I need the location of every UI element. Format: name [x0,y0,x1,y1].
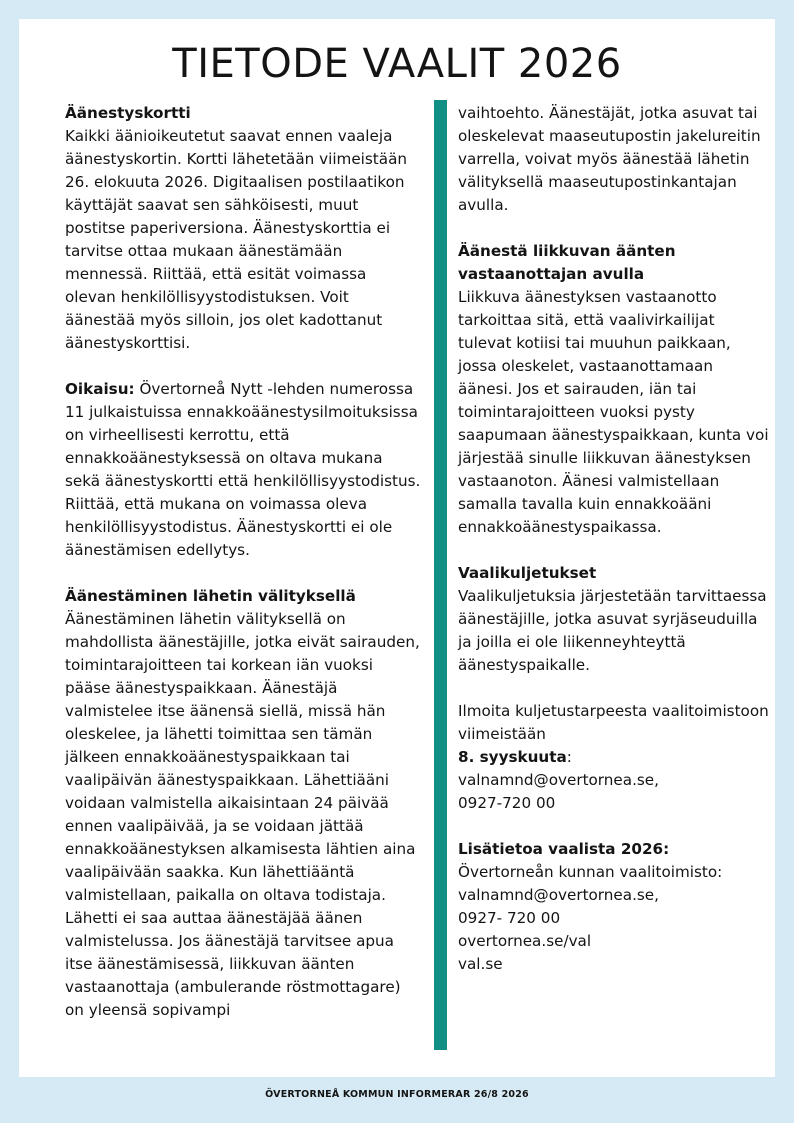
page-footer: ÖVERTORNEÅ KOMMUN INFORMERAR 26/8 2026 [265,1089,529,1100]
info-website-2: val.se [458,955,503,973]
column-divider [434,100,447,1050]
section-text-messenger-voting: Äänestäminen lähetin välityksellä on mahdollista äänestäjille, jotka eivät sairauden, toimintarajoitteen tai korkean iän vuoksi pääse äänestyspaikkaan. Äänestäjä valmistelee itse äänensä siellä, missä hän oleskelee, ja lähetti toimittaa sen tämän jälkeen ennakkoäänestyspaikkaan tai vaalipäivän äänestyspaikkaan. Lähettiääni voidaan valmistella aikaisintaan 24 päivää ennen vaalipäivää, ja se voidaan jättää ennakkoäänestyksen alkamisesta lähtien aina vaalipäivään saakka. Kun lähettiääntä valmistellaan, paikalla on oltava todistaja. Lähetti ei saa auttaa äänestäjää äänen valmistelussa. Jos äänestäjä tarvitsee apua itse äänestämisessä, liikkuvan äänten vastaanottaja (ambulerande röstmottagare) on yleensä sopivampi [65,610,420,1019]
section-text-mobile-voting: Liikkuva äänestyksen vastaanotto tarkoittaa sitä, että vaalivirkailijat tulevat kotiisi tai muuhun paikkaan, jossa oleskelet, vastaanottamaan äänesi. Jos et sairauden, iän tai toimintarajoitteen vuoksi pysty saapumaan äänestyspaikkaan, kunta voi järjestää sinulle liikkuvan äänestyksen vastaanoton. Äänesi valmistellaan samalla tavalla kuin ennakkoääni ennakkoäänestyspaikassa. [458,288,769,536]
section-text-transport: Vaalikuljetuksia järjestetään tarvittaessa äänestäjille, jotka asuvat syrjäseuduilla ja joilla ei ole liikenneyhteyttä äänestyspaikalle. [458,587,767,674]
info-email: valnamnd@overtornea.se, [458,886,659,904]
section-heading-more-info: Lisätietoa vaalista 2026: [458,840,670,858]
continued-text: vaihtoehto. Äänestäjät, jotka asuvat tai oleskelevat maaseutupostin jakelureitin varrella, voivat myös äänestää lähetin välityksellä maaseutupostinkantajan avulla. [458,104,761,214]
transport-notify-text: Ilmoita kuljetustarpeesta vaalitoimistoon viimeistään [458,702,769,743]
transport-email: valnamnd@overtornea.se, [458,771,659,789]
correction-paragraph [65,378,421,562]
transport-phone: 0927-720 00 [458,794,556,812]
page-title: TIETODE VAALIT 2026 [172,41,622,87]
info-office: Övertorneån kunnan vaalitoimisto: [458,863,723,881]
correction-text: Övertorneå Nytt -lehden numerossa 11 julkaistuissa ennakkoäänestysilmoituksissa on virheellisesti kerrottu, että ennakkoäänestyksessä on oltava mukana sekä äänestyskortti että henkilöllisyystodistus. Riittää, että mukana on voimassa oleva henkilöllisyystodistus. Äänestyskortti ei ole äänestämisen edellytys. [65,380,421,559]
transport-deadline-line [458,746,770,769]
section-text-voting-card: Kaikki äänioikeutetut saavat ennen vaaleja äänestyskortin. Kortti lähetetään viimeistään 26. elokuuta 2026. Digitaalisen postilaatikon käyttäjät saavat sen sähköisesti, muut postitse paperiversiona. Äänestyskorttia ei tarvitse ottaa mukaan äänestämään mennessä. Riittää, että esität voimassa olevan henkilöllisyystodistuksen. Voit äänestää myös silloin, jos olet kadottanut äänestyskorttisi. [65,127,407,352]
transport-deadline: 8. syyskuuta [458,748,567,766]
left-column [65,102,421,1022]
section-heading-messenger-voting: Äänestäminen lähetin välityksellä [65,587,356,605]
page-sheet [19,19,775,1077]
section-heading-voting-card: Äänestyskortti [65,104,191,122]
transport-deadline-colon: : [566,748,572,766]
correction-label: Oikaisu: [65,380,135,398]
info-website-1: overtornea.se/val [458,932,592,950]
info-phone: 0927- 720 00 [458,909,561,927]
section-heading-transport: Vaalikuljetukset [458,564,597,582]
right-column [458,102,770,976]
section-heading-mobile-voting: Äänestä liikkuvan äänten vastaanottajan avulla [458,242,676,283]
